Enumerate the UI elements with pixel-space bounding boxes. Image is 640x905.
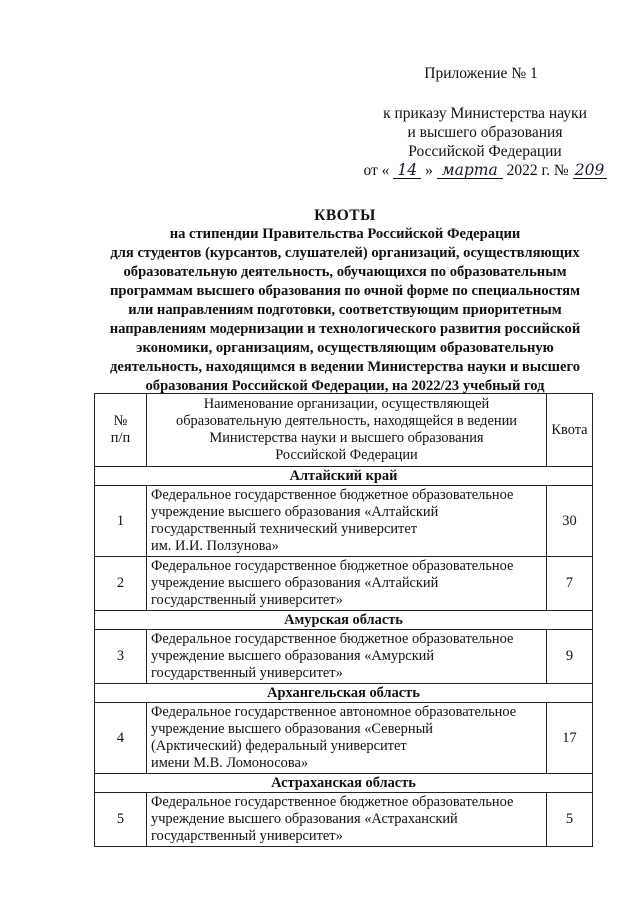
header-quota: Квота (547, 394, 593, 467)
appendix-line: и высшего образования (407, 124, 563, 141)
order-date-line (360, 161, 610, 180)
organization-name-line: государственный университет» (151, 665, 343, 681)
heading-line: образования Российской Федерации, на 2022/23 учебный год (145, 378, 545, 394)
handwritten-order-number: 209 (573, 163, 607, 179)
row-number: 3 (95, 630, 147, 684)
heading-line: на стипендии Правительства Российской Федерации (169, 226, 521, 242)
date-mid: » (425, 162, 433, 179)
heading-title: КВОТЫ (314, 207, 376, 224)
organization-name (147, 630, 547, 684)
region-row (95, 611, 593, 630)
appendix-title: Приложение № 1 (424, 65, 538, 82)
row-number: 5 (95, 793, 147, 847)
row-number: 2 (95, 557, 147, 611)
table-row (95, 793, 593, 847)
organization-name-line: имени М.В. Ломоносова» (151, 755, 309, 771)
organization-name (147, 793, 547, 847)
appendix-block (360, 64, 610, 180)
row-number: 1 (95, 486, 147, 557)
organization-name-line: Федеральное государственное автономное образовательное (151, 704, 517, 720)
heading-line: для студентов (курсантов, слушателей) организаций, осуществляющих (110, 245, 580, 261)
table-row (95, 630, 593, 684)
organization-name (147, 557, 547, 611)
table-header-row (95, 394, 593, 467)
region-name: Астраханская область (95, 774, 593, 793)
year-text: 2022 г. № (506, 162, 569, 179)
organization-name (147, 486, 547, 557)
row-number: 4 (95, 703, 147, 774)
quota-value: 17 (547, 703, 593, 774)
heading-line: экономики, организациям, осуществляющим образовательную (136, 340, 554, 356)
region-name: Алтайский край (95, 467, 593, 486)
organization-name-line: учреждение высшего образования «Алтайский (151, 575, 439, 591)
handwritten-day: 14 (393, 163, 421, 179)
organization-name-line: Федеральное государственное бюджетное образовательное (151, 631, 514, 647)
table-row (95, 557, 593, 611)
handwritten-month: марта (437, 163, 503, 179)
quotas-table (94, 393, 593, 847)
region-name: Амурская область (95, 611, 593, 630)
quota-value: 5 (547, 793, 593, 847)
heading-lines (95, 225, 595, 396)
appendix-line: Российской Федерации (408, 143, 562, 160)
organization-name-line: учреждение высшего образования «Алтайский (151, 504, 439, 520)
organization-name-line: им. И.И. Ползунова» (151, 538, 279, 554)
region-row (95, 684, 593, 703)
organization-name (147, 703, 547, 774)
organization-name-line: государственный технический университет (151, 521, 418, 537)
region-row (95, 774, 593, 793)
organization-name-line: учреждение высшего образования «Северный (151, 721, 433, 737)
document-heading (95, 206, 595, 396)
region-name: Архангельская область (95, 684, 593, 703)
heading-line: деятельность, находящимся в ведении Министерства науки и высшего (110, 359, 580, 375)
organization-name-line: учреждение высшего образования «Астраханский (151, 811, 458, 827)
organization-name-line: Федеральное государственное бюджетное образовательное (151, 794, 514, 810)
date-prefix: от « (363, 162, 390, 179)
heading-line: программам высшего образования по очной форме по специальностям (109, 283, 581, 299)
organization-name-line: Федеральное государственное бюджетное образовательное (151, 558, 514, 574)
organization-name-line: (Арктический) федеральный университет (151, 738, 407, 754)
appendix-line: к приказу Министерства науки (383, 105, 587, 122)
quota-value: 7 (547, 557, 593, 611)
heading-line: направлениям модернизации и технологического развития российской (109, 321, 581, 337)
organization-name-line: государственный университет» (151, 828, 343, 844)
quota-value: 30 (547, 486, 593, 557)
header-num: № п/п (95, 394, 147, 467)
heading-line: образовательную деятельность, обучающихся по образовательным (123, 264, 567, 280)
organization-name-line: Федеральное государственное бюджетное образовательное (151, 487, 514, 503)
table-row (95, 703, 593, 774)
header-org: Наименование организации, осуществляющей образовательную деятельность, находящейся в ведении Министерства науки и высшего образования Российской Федерации (147, 394, 547, 467)
table-row (95, 486, 593, 557)
region-row (95, 467, 593, 486)
organization-name-line: учреждение высшего образования «Амурский (151, 648, 435, 664)
table-body (95, 467, 593, 847)
organization-name-line: государственный университет» (151, 592, 343, 608)
quota-value: 9 (547, 630, 593, 684)
heading-line: или направлениям подготовки, соответствующим приоритетным (128, 302, 562, 318)
